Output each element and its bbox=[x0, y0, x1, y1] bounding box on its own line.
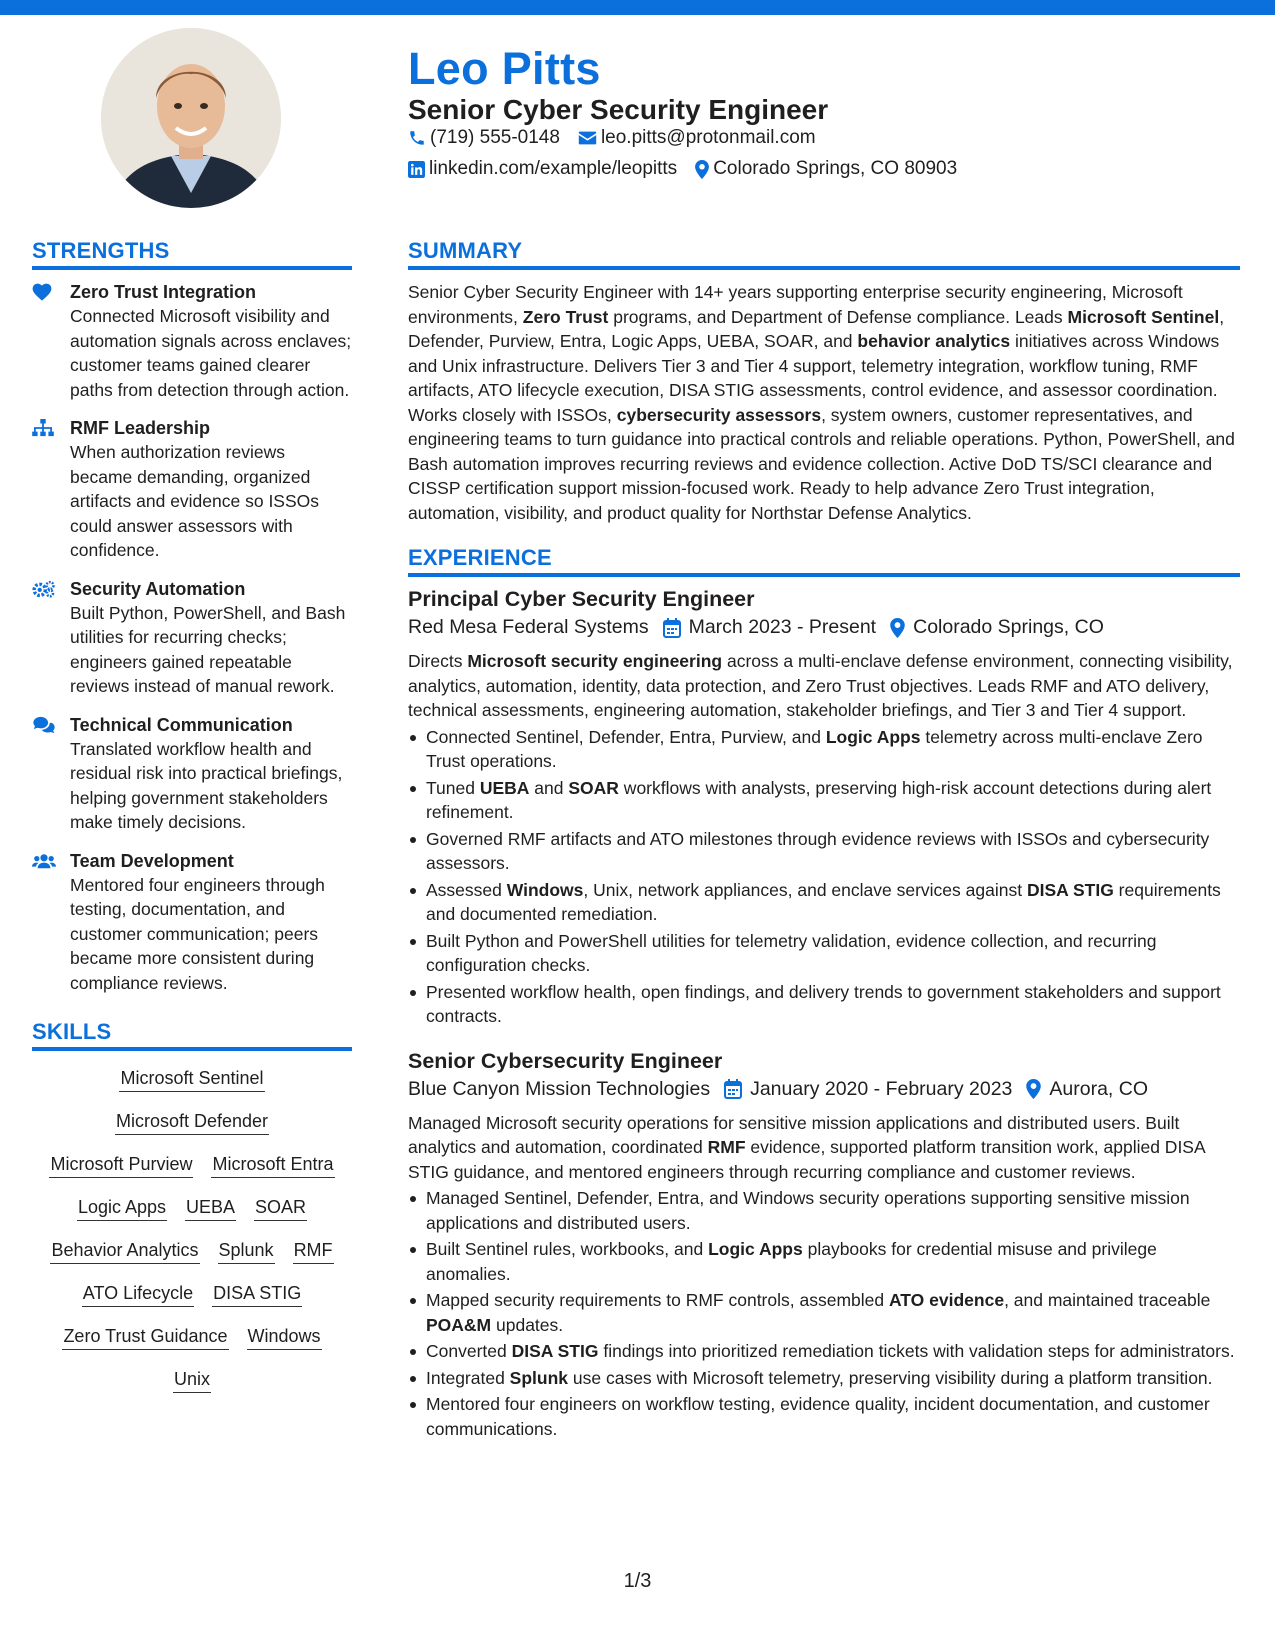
skill-tag: Zero Trust Guidance bbox=[62, 1323, 228, 1350]
job-bullet bbox=[426, 776, 1240, 825]
linkedin-icon bbox=[408, 161, 425, 178]
job-location-text: Aurora, CO bbox=[1049, 1077, 1149, 1100]
text-segment: Assessed bbox=[426, 879, 507, 900]
page-indicator: 1/3 bbox=[623, 1570, 652, 1592]
strength-item bbox=[32, 849, 352, 996]
job-dates-text: January 2020 - February 2023 bbox=[750, 1077, 1013, 1100]
right-column bbox=[408, 238, 1240, 1441]
job-meta bbox=[408, 1078, 1240, 1101]
text-segment: Built Sentinel rules, workbooks, and bbox=[426, 1239, 709, 1259]
users-icon bbox=[32, 852, 56, 870]
emphasis-text: RMF bbox=[707, 1137, 746, 1157]
strength-title: Technical Communication bbox=[70, 714, 293, 735]
emphasis-text: Microsoft security engineering bbox=[467, 651, 723, 671]
job-bullet bbox=[426, 1237, 1240, 1286]
text-segment: workflows with analysts, preserving high-risk account detections during alert refinement. bbox=[426, 777, 1212, 822]
top-accent-bar bbox=[0, 0, 1275, 15]
job-location bbox=[890, 616, 1104, 639]
phone-text: (719) 555-0148 bbox=[430, 127, 560, 148]
map-pin-icon bbox=[1026, 1079, 1041, 1099]
text-segment: findings into prioritized remediation tickets with validation steps for administrators. bbox=[598, 1341, 1235, 1361]
candidate-name: Leo Pitts bbox=[408, 43, 601, 94]
text-segment: Built Python and PowerShell utilities for telemetry validation, evidence collection, and recurring configuration checks. bbox=[426, 930, 1157, 975]
skill-tag: Unix bbox=[173, 1366, 211, 1393]
gears-icon bbox=[32, 580, 56, 598]
job-description bbox=[408, 1111, 1240, 1185]
map-pin-icon bbox=[890, 618, 905, 638]
emphasis-text: SOAR bbox=[568, 777, 619, 798]
strength-desc: Connected Microsoft visibility and automation signals across enclaves; customer teams gained clearer paths from detection through action. bbox=[70, 306, 352, 400]
job-bullets bbox=[408, 1186, 1240, 1441]
strength-item bbox=[32, 280, 352, 402]
job-meta bbox=[408, 616, 1240, 639]
text-segment: Integrated bbox=[426, 1367, 510, 1388]
job-bullet bbox=[426, 1339, 1240, 1364]
job-location bbox=[1026, 1078, 1148, 1101]
text-segment: Presented workflow health, open findings, and delivery trends to government stakeholders and support contracts. bbox=[426, 981, 1221, 1026]
job-description bbox=[408, 649, 1240, 723]
summary-text bbox=[408, 280, 1240, 525]
left-column bbox=[32, 238, 352, 1409]
skill-tag: DISA STIG bbox=[212, 1280, 302, 1307]
strength-title: RMF Leadership bbox=[70, 418, 211, 438]
skill-tag: Microsoft Entra bbox=[211, 1151, 334, 1178]
text-segment: Connected Sentinel, Defender, Entra, Purview, and bbox=[426, 726, 826, 747]
emphasis-text: Zero Trust bbox=[522, 306, 609, 327]
skill-tag: Splunk bbox=[218, 1237, 275, 1264]
strength-item bbox=[32, 416, 352, 563]
text-segment: programs, and Department of Defense compliance. Leads bbox=[608, 306, 1068, 327]
text-segment: Managed Microsoft security operations for sensitive mission applications and distributed users. Built analytics and automation, coordinated bbox=[408, 1112, 1180, 1157]
job-company bbox=[408, 616, 649, 639]
text-segment: use cases with Microsoft telemetry, preserving visibility during a platform transition. bbox=[568, 1367, 1213, 1388]
strength-title: Team Development bbox=[70, 850, 234, 871]
skill-row bbox=[32, 1366, 352, 1393]
skill-tag: SOAR bbox=[254, 1194, 307, 1221]
text-segment: Tuned bbox=[426, 777, 480, 798]
skill-tag: Windows bbox=[247, 1323, 322, 1350]
text-segment: Senior Cyber Security Engineer with 14+ years supporting enterprise security engineering, Microsoft environments, bbox=[408, 282, 1183, 327]
skill-row bbox=[32, 1108, 352, 1135]
envelope-icon bbox=[578, 130, 597, 146]
contact-line-2 bbox=[408, 158, 975, 180]
job-bullet bbox=[426, 929, 1240, 978]
text-segment: Mapped security requirements to RMF controls, assembled bbox=[426, 1290, 889, 1310]
job-bullet bbox=[426, 827, 1240, 876]
skill-row bbox=[32, 1280, 352, 1307]
emphasis-text: Windows bbox=[506, 879, 584, 900]
avatar bbox=[101, 28, 281, 208]
linkedin[interactable] bbox=[408, 158, 677, 180]
heart-icon bbox=[32, 283, 52, 301]
text-segment: , Unix, network appliances, and enclave services against bbox=[583, 879, 1027, 900]
phone-icon bbox=[408, 129, 426, 147]
skill-row bbox=[32, 1151, 352, 1178]
contact-line-1 bbox=[408, 127, 834, 149]
strength-item bbox=[32, 713, 352, 835]
strength-desc: Mentored four engineers through testing, documentation, and customer communication; peers became more consistent during compliance reviews. bbox=[70, 874, 325, 993]
text-segment: telemetry across multi-enclave Zero Trust operations. bbox=[426, 726, 1203, 771]
experience-list bbox=[408, 587, 1240, 1441]
skill-tag: RMF bbox=[293, 1237, 334, 1264]
job-bullet bbox=[426, 878, 1240, 927]
strength-title: Zero Trust Integration bbox=[70, 282, 257, 302]
skill-row bbox=[32, 1065, 352, 1092]
strength-desc: When authorization reviews became demanding, organized artifacts and evidence so ISSOs could answer assessors with confidence. bbox=[70, 442, 320, 560]
job-location-text: Colorado Springs, CO bbox=[913, 616, 1104, 638]
emphasis-text: Logic Apps bbox=[708, 1239, 803, 1259]
emphasis-text: ATO evidence bbox=[888, 1290, 1005, 1310]
phone bbox=[408, 127, 560, 149]
job-entry bbox=[408, 587, 1240, 1029]
text-segment: , and maintained traceable bbox=[1004, 1290, 1211, 1310]
skills-list bbox=[32, 1065, 352, 1393]
text-segment: evidence, supported platform transition work, applied DISA STIG guidance, and mentored engineers through recurring compliance and customer reviews. bbox=[408, 1137, 1205, 1182]
text-segment: Governed RMF artifacts and ATO milestones through evidence reviews with ISSOs and cybersecurity assessors. bbox=[426, 828, 1210, 873]
skill-tag: Microsoft Purview bbox=[49, 1151, 193, 1178]
text-segment: Directs bbox=[408, 651, 468, 671]
skill-tag: UEBA bbox=[185, 1194, 236, 1221]
text-segment: across a multi-enclave defense environment, connecting visibility, analytics, automation, identity, data protection, and Zero Trust objectives. Leads RMF and ATO delivery, technical assessments, engineering automation, stakeholder briefings, and Tier 3 and Tier 4 support. bbox=[408, 651, 1233, 720]
emphasis-text: Splunk bbox=[509, 1367, 569, 1388]
text-segment: , system owners, customer representatives, and engineering teams to turn guidance into practical controls and reliable operations. Python, PowerShell, and Bash automation improves recurring reviews and evidence collection. Active DoD TS/SCI clearance and CISSP certification support mission-focused work. Ready to help advance Zero Trust integration, automation, visibility, and product quality for Northstar Defense Analytics. bbox=[408, 404, 1235, 523]
strength-title: Security Automation bbox=[70, 578, 246, 599]
map-pin-icon bbox=[695, 160, 709, 179]
job-entry bbox=[408, 1049, 1240, 1442]
skill-row bbox=[32, 1194, 352, 1221]
comments-icon bbox=[32, 716, 56, 734]
text-segment: , Defender, Purview, Entra, Logic Apps, UEBA, SOAR, and bbox=[408, 306, 1225, 351]
job-bullet bbox=[426, 725, 1240, 774]
emphasis-text: Logic Apps bbox=[825, 726, 921, 747]
location-text: Colorado Springs, CO 80903 bbox=[713, 158, 958, 179]
emphasis-text: behavior analytics bbox=[857, 331, 1011, 351]
experience-heading: EXPERIENCE bbox=[408, 545, 1240, 577]
job-dates-text: March 2023 - Present bbox=[688, 616, 877, 638]
job-title: Senior Cybersecurity Engineer bbox=[408, 1048, 723, 1073]
text-segment: initiatives across Windows and Unix infrastructure. Delivers Tier 3 and Tier 4 support, telemetry integration, workflow tuning, RMF artifacts, ATO lifecycle execution, DISA STIG assessments, control evidence, and assessor coordination. Works closely with ISSOs, bbox=[408, 331, 1220, 425]
job-dates bbox=[663, 616, 877, 639]
emphasis-text: DISA STIG bbox=[1026, 879, 1114, 900]
summary-heading: SUMMARY bbox=[408, 238, 1240, 270]
skill-tag: Behavior Analytics bbox=[50, 1237, 199, 1264]
emphasis-text: cybersecurity assessors bbox=[616, 404, 822, 425]
skill-tag: Microsoft Defender bbox=[115, 1108, 269, 1135]
job-company-text: Red Mesa Federal Systems bbox=[408, 616, 649, 638]
job-bullets bbox=[408, 725, 1240, 1029]
strength-desc: Built Python, PowerShell, and Bash utilities for recurring checks; engineers gained repeatable reviews instead of manual rework. bbox=[70, 602, 346, 696]
job-dates bbox=[724, 1078, 1012, 1101]
skill-row bbox=[32, 1237, 352, 1264]
email[interactable] bbox=[578, 127, 816, 149]
linkedin-text[interactable]: linkedin.com/example/leopitts bbox=[429, 158, 678, 179]
calendar-icon bbox=[724, 1079, 742, 1099]
skill-tag: Microsoft Sentinel bbox=[119, 1065, 264, 1092]
strengths-heading: STRENGTHS bbox=[32, 238, 352, 270]
text-segment: playbooks for credential misuse and privilege anomalies. bbox=[426, 1239, 1157, 1284]
text-segment: updates. bbox=[491, 1314, 564, 1335]
job-company-text: Blue Canyon Mission Technologies bbox=[408, 1077, 711, 1100]
emphasis-text: POA&M bbox=[426, 1314, 492, 1335]
job-bullet bbox=[426, 1288, 1240, 1337]
calendar-icon bbox=[663, 618, 681, 638]
strength-item bbox=[32, 577, 352, 699]
skill-tag: Logic Apps bbox=[77, 1194, 167, 1221]
profile-photo bbox=[101, 28, 281, 208]
text-segment: Mentored four engineers on workflow testing, evidence quality, incident documentation, and customer communications. bbox=[426, 1394, 1210, 1439]
candidate-title: Senior Cyber Security Engineer bbox=[408, 94, 829, 125]
location bbox=[695, 158, 957, 180]
sitemap-icon bbox=[32, 419, 54, 437]
job-bullet bbox=[426, 1186, 1240, 1235]
text-segment: and bbox=[529, 777, 569, 798]
text-segment: requirements and documented remediation. bbox=[426, 879, 1221, 924]
emphasis-text: DISA STIG bbox=[511, 1341, 599, 1361]
job-bullet bbox=[426, 980, 1240, 1029]
emphasis-text: UEBA bbox=[479, 777, 530, 798]
text-segment: Managed Sentinel, Defender, Entra, and Windows security operations supporting sensitive mission applications and distributed users. bbox=[426, 1188, 1190, 1233]
skill-row bbox=[32, 1323, 352, 1350]
email-text[interactable]: leo.pitts@protonmail.com bbox=[600, 127, 816, 148]
text-segment: Converted bbox=[426, 1341, 512, 1361]
job-bullet bbox=[426, 1366, 1240, 1391]
job-title: Principal Cyber Security Engineer bbox=[408, 587, 755, 611]
emphasis-text: Microsoft Sentinel bbox=[1067, 306, 1220, 327]
job-bullet bbox=[426, 1392, 1240, 1441]
strength-desc: Translated workflow health and residual risk into practical briefings, helping government stakeholders make timely decisions. bbox=[70, 738, 343, 832]
skill-tag: ATO Lifecycle bbox=[82, 1280, 194, 1307]
skills-heading: SKILLS bbox=[32, 1019, 352, 1051]
job-company bbox=[408, 1078, 710, 1101]
